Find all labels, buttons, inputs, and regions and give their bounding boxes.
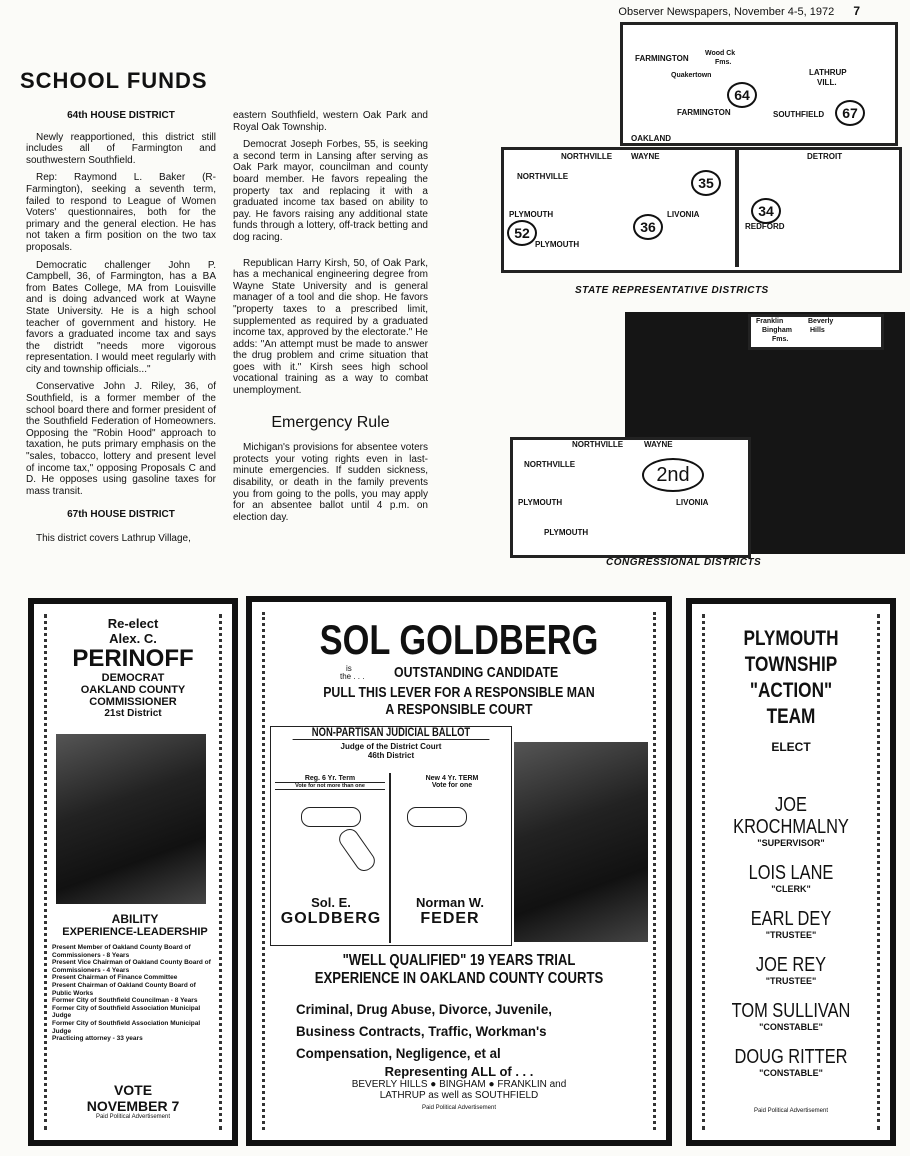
- map-label: Beverly: [808, 318, 834, 325]
- candidate-name: JOE REY: [755, 954, 827, 976]
- ad-bullet: Present Vice Chairman of Oakland County Board of Commissioners - 4 Years: [52, 959, 211, 974]
- congressional-map: [510, 312, 905, 554]
- map-label: PLYMOUTH: [535, 240, 580, 249]
- emergency-rule-title: Emergency Rule: [271, 413, 390, 431]
- map-label: LATHRUP: [809, 68, 847, 77]
- district-circle: 36: [633, 214, 663, 240]
- ad-the: the . . .: [340, 672, 365, 681]
- map-south-block: [501, 147, 902, 273]
- candidate-role: "TRUSTEE": [765, 976, 817, 986]
- map-label: OAKLAND: [631, 134, 671, 143]
- ballot-title: NON-PARTISAN JUDICIAL BALLOT: [293, 727, 490, 740]
- candidate-role: "CLERK": [771, 884, 811, 894]
- ad-bullet-list: [52, 944, 217, 1043]
- paragraph: Rep: Raymond L. Baker (R-Farmington), seeking a seventh term, failed to respond to League of Women Voters' questionnaires, both for the primary and the general election. He has not taken a firm position on the two tax proposals.: [26, 172, 216, 253]
- paragraph: Conservative John J. Riley, 36, of Southfield, is a former member of the school board there and former president of the Southfield Federation of Homeowners. Opposing the "Robin Hood" approach to taxation, he puts primary emphasis on the "sales, tobacco, lottery and present level of income tax," opposing Proposals C and D. He opposes using gasoline taxes for mass transit.: [26, 381, 216, 497]
- lever-handle-left: [301, 807, 361, 827]
- congressional-map-caption: CONGRESSIONAL DISTRICTS: [606, 557, 762, 568]
- ballot-candidate-1-last: GOLDBERG: [280, 910, 382, 927]
- ad-perinoff: [28, 598, 238, 1146]
- ad-plymouth-township: [686, 598, 896, 1146]
- ad-paid-notice: Paid Political Advertisement: [753, 1108, 829, 1114]
- map-label: WAYNE: [631, 152, 660, 161]
- ad-experience: EXPERIENCE-LEADERSHIP: [62, 926, 208, 938]
- ad-vote: VOTE: [113, 1082, 153, 1098]
- paragraph: eastern Southfield, western Oak Park and Royal Oak Township.: [233, 110, 428, 133]
- district-circle: 64: [727, 82, 757, 108]
- paragraph: Democrat Joseph Forbes, 55, is seeking a second term in Lansing after serving as Oak Park mayor, councilman and county board member. He favors repealing the property tax and replacing it with a graduated income tax based on ability to pay. He favors raising any additional state funds through a lottery, off-track betting and dog racing.: [233, 139, 428, 243]
- ballot-district: 46th District: [367, 751, 415, 760]
- ad-candidate-name: SOL GOLDBERG: [319, 616, 599, 663]
- publication-line: Observer Newspapers, November 4-5, 1972: [618, 6, 835, 18]
- subhead-67th: 67th HOUSE DISTRICT: [67, 509, 175, 521]
- map-divider: [735, 147, 739, 267]
- map-label: Fms.: [715, 59, 732, 66]
- candidate-photo: [514, 742, 648, 942]
- district-circle: 35: [691, 170, 721, 196]
- map-label: FARMINGTON: [677, 108, 731, 117]
- page-number: 7: [853, 4, 860, 18]
- ad-pull-lever: PULL THIS LEVER FOR A RESPONSIBLE MAN: [323, 684, 595, 701]
- candidate-name: TOM SULLIVAN: [731, 1000, 851, 1022]
- ad-areas-1: BEVERLY HILLS ● BINGHAM ● FRANKLIN and: [351, 1079, 567, 1090]
- map-label: LIVONIA: [667, 210, 700, 219]
- map-label: SOUTHFIELD: [773, 110, 825, 119]
- ballot-reg-term: Reg. 6 Yr. Term: [304, 775, 356, 782]
- map-label: Bingham: [762, 327, 792, 334]
- ad-responsible-court: A RESPONSIBLE COURT: [385, 701, 533, 718]
- ad-title-1: PLYMOUTH: [743, 627, 839, 650]
- ad-office-2: COMMISSIONER: [89, 696, 177, 708]
- ad-qualified: "WELL QUALIFIED" 19 YEARS TRIAL: [342, 952, 576, 969]
- ballot-candidate-2-last: FEDER: [420, 910, 480, 927]
- ad-title-4: TEAM: [766, 705, 816, 728]
- ad-reelect: Re-elect: [107, 616, 159, 631]
- map-label: LIVONIA: [676, 498, 709, 507]
- ad-name-last: PERINOFF: [72, 645, 194, 672]
- candidate-name: DOUG RITTER: [734, 1046, 848, 1068]
- district-circle: 34: [751, 198, 781, 224]
- ad-bullet: Present Chairman of Finance Committee: [52, 974, 178, 982]
- ad-areas-2: LATHRUP as well as SOUTHFIELD: [379, 1090, 539, 1101]
- map-label: Quakertown: [671, 72, 712, 79]
- ad-vote-date: NOVEMBER 7: [86, 1098, 180, 1114]
- candidate-name: EARL DEY: [750, 908, 832, 930]
- map-label: PLYMOUTH: [544, 528, 589, 537]
- map-north-block: [620, 22, 898, 146]
- ad-practice-areas: Criminal, Drug Abuse, Divorce, Juvenile, Business Contracts, Traffic, Workman's Compensation, Negligence, et al: [296, 1001, 552, 1061]
- ad-office-1: OAKLAND COUNTY: [80, 684, 186, 696]
- ballot-new-term: New 4 Yr. TERM: [425, 775, 479, 782]
- ad-representing: Representing ALL of . . .: [384, 1064, 534, 1079]
- ad-bullet: Former City of Southfield Councilman - 8 Years: [52, 997, 198, 1005]
- headline: SCHOOL FUNDS: [20, 68, 208, 93]
- map-label: FARMINGTON: [635, 54, 689, 63]
- state-rep-map: [495, 22, 905, 270]
- lever-arm-left: [336, 825, 379, 874]
- ad-bullet: Present Chairman of Oakland County Board of Public Works: [52, 981, 196, 997]
- ballot-reg-vote: Vote for not more than one: [275, 782, 385, 790]
- map-label: Franklin: [756, 318, 784, 325]
- article-column-1: [26, 110, 216, 551]
- ballot-box: [270, 726, 512, 946]
- candidate-role: "TRUSTEE": [765, 930, 817, 940]
- paragraph: Democratic challenger John P. Campbell, 36, of Farmington, has a BA from Bates College, MA from Louisville and is doing advanced work at Wayne State University. He is a high school teacher of government and history. He favors a graduated income tax and says the distridt "needs more vigorous representation. I would meet regularly with city and township officials...": [26, 259, 216, 375]
- ad-ability: ABILITY: [111, 912, 159, 926]
- ad-bullet: Former City of Southfield Association Municipal Judge: [52, 1019, 201, 1035]
- candidate-role: "CONSTABLE": [759, 1068, 823, 1078]
- lever-handle-right: [407, 807, 467, 827]
- map-label: VILL.: [817, 78, 837, 87]
- district-circle: 52: [507, 220, 537, 246]
- district-circle: 2nd: [642, 458, 704, 492]
- map-label: NORTHVILLE: [517, 172, 569, 181]
- ad-title-2: TOWNSHIP: [744, 653, 838, 676]
- ballot-divider: [389, 773, 391, 943]
- ad-elect: ELECT: [771, 740, 811, 754]
- ad-title-3: "ACTION": [749, 679, 833, 702]
- candidate-role: "SUPERVISOR": [757, 838, 825, 848]
- paragraph: Michigan's provisions for absentee voters protects your voting rights even in last-minute emergencies. If sudden sickness, disability, or death in the family prevents you from going to the polls, you may apply for an absentee ballot until 4 p.m. on election day.: [233, 442, 428, 523]
- map-label: REDFORD: [745, 222, 785, 231]
- map-label: Hills: [810, 327, 825, 334]
- ballot-judge: Judge of the District Court: [340, 742, 442, 751]
- district-circle: 67: [835, 100, 865, 126]
- article-column-2: [233, 110, 428, 529]
- ad-name-first: Alex. C.: [109, 631, 157, 646]
- candidate-name: LOIS LANE: [748, 862, 834, 884]
- ad-outstanding: OUTSTANDING CANDIDATE: [394, 664, 559, 681]
- masthead: [618, 4, 860, 18]
- ad-bullet: Practicing attorney - 33 years: [52, 1035, 143, 1043]
- ad-bullet: Former City of Southfield Association Municipal Judge: [52, 1004, 201, 1020]
- map-label: NORTHVILLE: [561, 152, 613, 161]
- map-label: Wood Ck: [705, 50, 736, 57]
- candidate-name: KROCHMALNY: [733, 816, 849, 838]
- candidate-role: "CONSTABLE": [759, 1022, 823, 1032]
- map-label: DETROIT: [807, 152, 843, 161]
- map-label: Fms.: [772, 336, 789, 343]
- state-map-caption: STATE REPRESENTATIVE DISTRICTS: [575, 285, 769, 296]
- ad-bullet: Present Member of Oakland County Board of Commissioners - 8 Years: [52, 944, 191, 959]
- subhead-64th: 64th HOUSE DISTRICT: [67, 110, 175, 121]
- ad-paid-notice: Paid Political Advertisement: [95, 1114, 171, 1120]
- ad-is: is: [346, 664, 352, 673]
- map-label: NORTHVILLE: [524, 460, 576, 469]
- paragraph: This district covers Lathrup Village,: [36, 533, 191, 544]
- ad-district: 21st District: [104, 708, 162, 719]
- ballot-new-vote: Vote for one: [431, 782, 473, 789]
- ad-goldberg: [246, 596, 672, 1146]
- ad-experience: EXPERIENCE IN OAKLAND COUNTY COURTS: [314, 970, 604, 987]
- paragraph: Republican Harry Kirsh, 50, of Oak Park, has a mechanical engineering degree from Wayne State University and is general manager of a tool and die shop. He favors "property taxes to a prescribed limit, supplemented as required by a graduated income tax, approved by the electorate." He adds: "An attempt must be made to answer the drug problem and crime situation that goes with it." Kirsh sees high school vocational training as a way to combat unemployment.: [233, 257, 428, 397]
- candidate-name: JOE: [775, 794, 807, 816]
- ballot-candidate-2-first: Norman W.: [416, 895, 484, 910]
- ad-paid-notice: Paid Political Advertisement: [421, 1105, 497, 1111]
- ad-party: DEMOCRAT: [101, 672, 165, 684]
- map-label: WAYNE: [644, 440, 673, 449]
- map-label: PLYMOUTH: [509, 210, 554, 219]
- map-label: NORTHVILLE: [572, 440, 624, 449]
- candidate-photo: [56, 734, 206, 904]
- paragraph: Newly reapportioned, this district still includes all of Farmington and southwestern Southfield.: [26, 131, 216, 166]
- ballot-candidate-1-first: Sol. E.: [311, 895, 351, 910]
- map-label: PLYMOUTH: [518, 498, 563, 507]
